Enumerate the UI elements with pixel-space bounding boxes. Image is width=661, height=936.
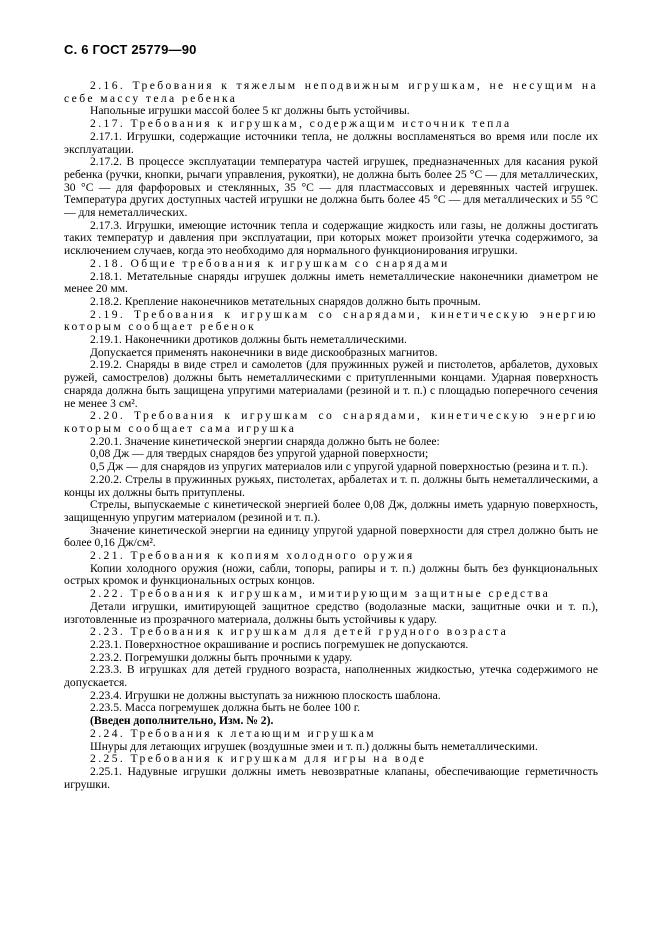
paragraph: 2.23.2. Погремушки должны быть прочными к удару. <box>90 650 353 664</box>
section-heading-2-17: 2.17. Требования к игрушкам, содержащим источник тепла <box>90 117 512 131</box>
paragraph: 0,5 Дж — для снарядов из упругих материалов или с упругой ударной поверхностью (резина и т. п.). <box>90 460 588 474</box>
paragraph: Детали игрушки, имитирующей защитное средство (водолазные маски, защитные очки и т. п.), изготовленные из прозрачного материала, должны быть устойчивы к удару. <box>64 599 598 626</box>
paragraph: 2.18.2. Крепление наконечников метательных снарядов должно быть прочным. <box>90 294 481 308</box>
paragraph: 2.17.3. Игрушки, имеющие источник тепла и содержащие жидкость или газы, не должны достигать таких температур и давления при эксплуатации, при которых может произойти утечка содержимого, за исключением случаев, когда это необходимо для нормального функционирования игрушки. <box>64 218 598 258</box>
section-heading-2-22: 2.22. Требования к игрушкам, имитирующим защитные средства <box>90 587 551 601</box>
paragraph: 2.23.3. В игрушках для детей грудного возраста, наполненных жидкостью, утечка содержимого не допускается. <box>64 663 598 690</box>
paragraph: 2.17.2. В процессе эксплуатации температура частей игрушек, предназначенных для касания рукой ребенка (ручки, кнопки, рычаги управления, рукоятки), не должна быть более 25 °С — для металлических, 30 °С — для фарфоровых и стеклянных, 35 °С — для пластмассовых и деревянных частей игрушек. Температура других доступных частей игрушки не должна быть более 45 °С — для металлических и 55 °С — для неметаллических. <box>64 155 598 220</box>
section-heading-2-23: 2.23. Требования к игрушкам для детей грудного возраста <box>90 625 509 639</box>
document-body <box>64 80 598 791</box>
paragraph: 2.20.2. Стрелы в пружинных ружьях, пистолетах, арбалетах и т. п. должны быть неметаллическими, а концы их должны быть притуплены. <box>64 472 598 499</box>
section-heading-2-20: 2.20. Требования к игрушкам со снарядами, кинетическую энергию которым сообщает сама игрушка <box>64 409 598 435</box>
paragraph: 2.23.4. Игрушки не должны выступать за нижнюю плоскость шаблона. <box>90 688 441 702</box>
paragraph: 2.19.1. Наконечники дротиков должны быть неметаллическими. <box>90 333 407 347</box>
paragraph: 2.23.1. Поверхностное окрашивание и роспись погремушек не допускаются. <box>90 637 469 651</box>
section-heading-2-18: 2.18. Общие требования к игрушкам со снарядами <box>90 256 450 270</box>
paragraph: 2.17.1. Игрушки, содержащие источники тепла, не должны воспламеняться во время или после их эксплуатации. <box>64 129 598 156</box>
paragraph: Шнуры для летающих игрушек (воздушные змеи и т. п.) должны быть неметаллическими. <box>90 739 538 753</box>
section-heading-2-21: 2.21. Требования к копиям холодного оружия <box>90 549 415 563</box>
amendment-note: (Введен дополнительно, Изм. № 2). <box>90 714 274 728</box>
paragraph: 2.19.2. Снаряды в виде стрел и самолетов (для пружинных ружей и пистолетов, арбалетов, духовых ружей, самострелов) должны быть неметаллическими с притупленными концами. Ударная поверхность снаряда должна быть защищена упругими материалами (резиной и т. п.) с площадью поперечного сечения не менее 3 см². <box>64 358 598 410</box>
section-heading-2-16: 2.16. Требования к тяжелым неподвижным игрушкам, не несущим на себе массу тела ребенка <box>64 79 598 105</box>
section-heading-2-24: 2.24. Требования к летающим игрушкам <box>90 726 376 740</box>
paragraph: Допускается применять наконечники в виде дискообразных магнитов. <box>90 345 438 359</box>
section-heading-2-19: 2.19. Требования к игрушкам со снарядами, кинетическую энергию которым сообщает ребенок <box>64 307 598 334</box>
page-header: С. 6 ГОСТ 25779—90 <box>64 42 197 57</box>
paragraph: 2.25.1. Надувные игрушки должны иметь невозвратные клапаны, обеспечивающие герметичность игрушки. <box>64 764 598 791</box>
paragraph: 2.23.5. Масса погремушек должна быть не более 100 г. <box>90 701 361 715</box>
paragraph: Напольные игрушки массой более 5 кг должны быть устойчивы. <box>90 104 410 118</box>
paragraph: Значение кинетической энергии на единицу упругой ударной поверхности для стрел должно быть не более 0,16 Дж/см². <box>64 523 598 550</box>
paragraph: 2.18.1. Метательные снаряды игрушек должны иметь неметаллические наконечники диаметром не менее 20 мм. <box>64 269 598 296</box>
section-heading-2-25: 2.25. Требования к игрушкам для игры на воде <box>90 752 427 766</box>
paragraph: Копии холодного оружия (ножи, сабли, топоры, рапиры и т. п.) должны быть без функциональных острых кромок и функциональных острых концов. <box>64 561 598 588</box>
paragraph: 0,08 Дж — для твердых снарядов без упругой ударной поверхности; <box>90 447 429 461</box>
paragraph: Стрелы, выпускаемые с кинетической энергией более 0,08 Дж, должны иметь ударную поверхность, защищенную упругим материалом (резиной и т. п.). <box>64 498 598 524</box>
paragraph: 2.20.1. Значение кинетической энергии снаряда должно быть не более: <box>90 434 440 448</box>
